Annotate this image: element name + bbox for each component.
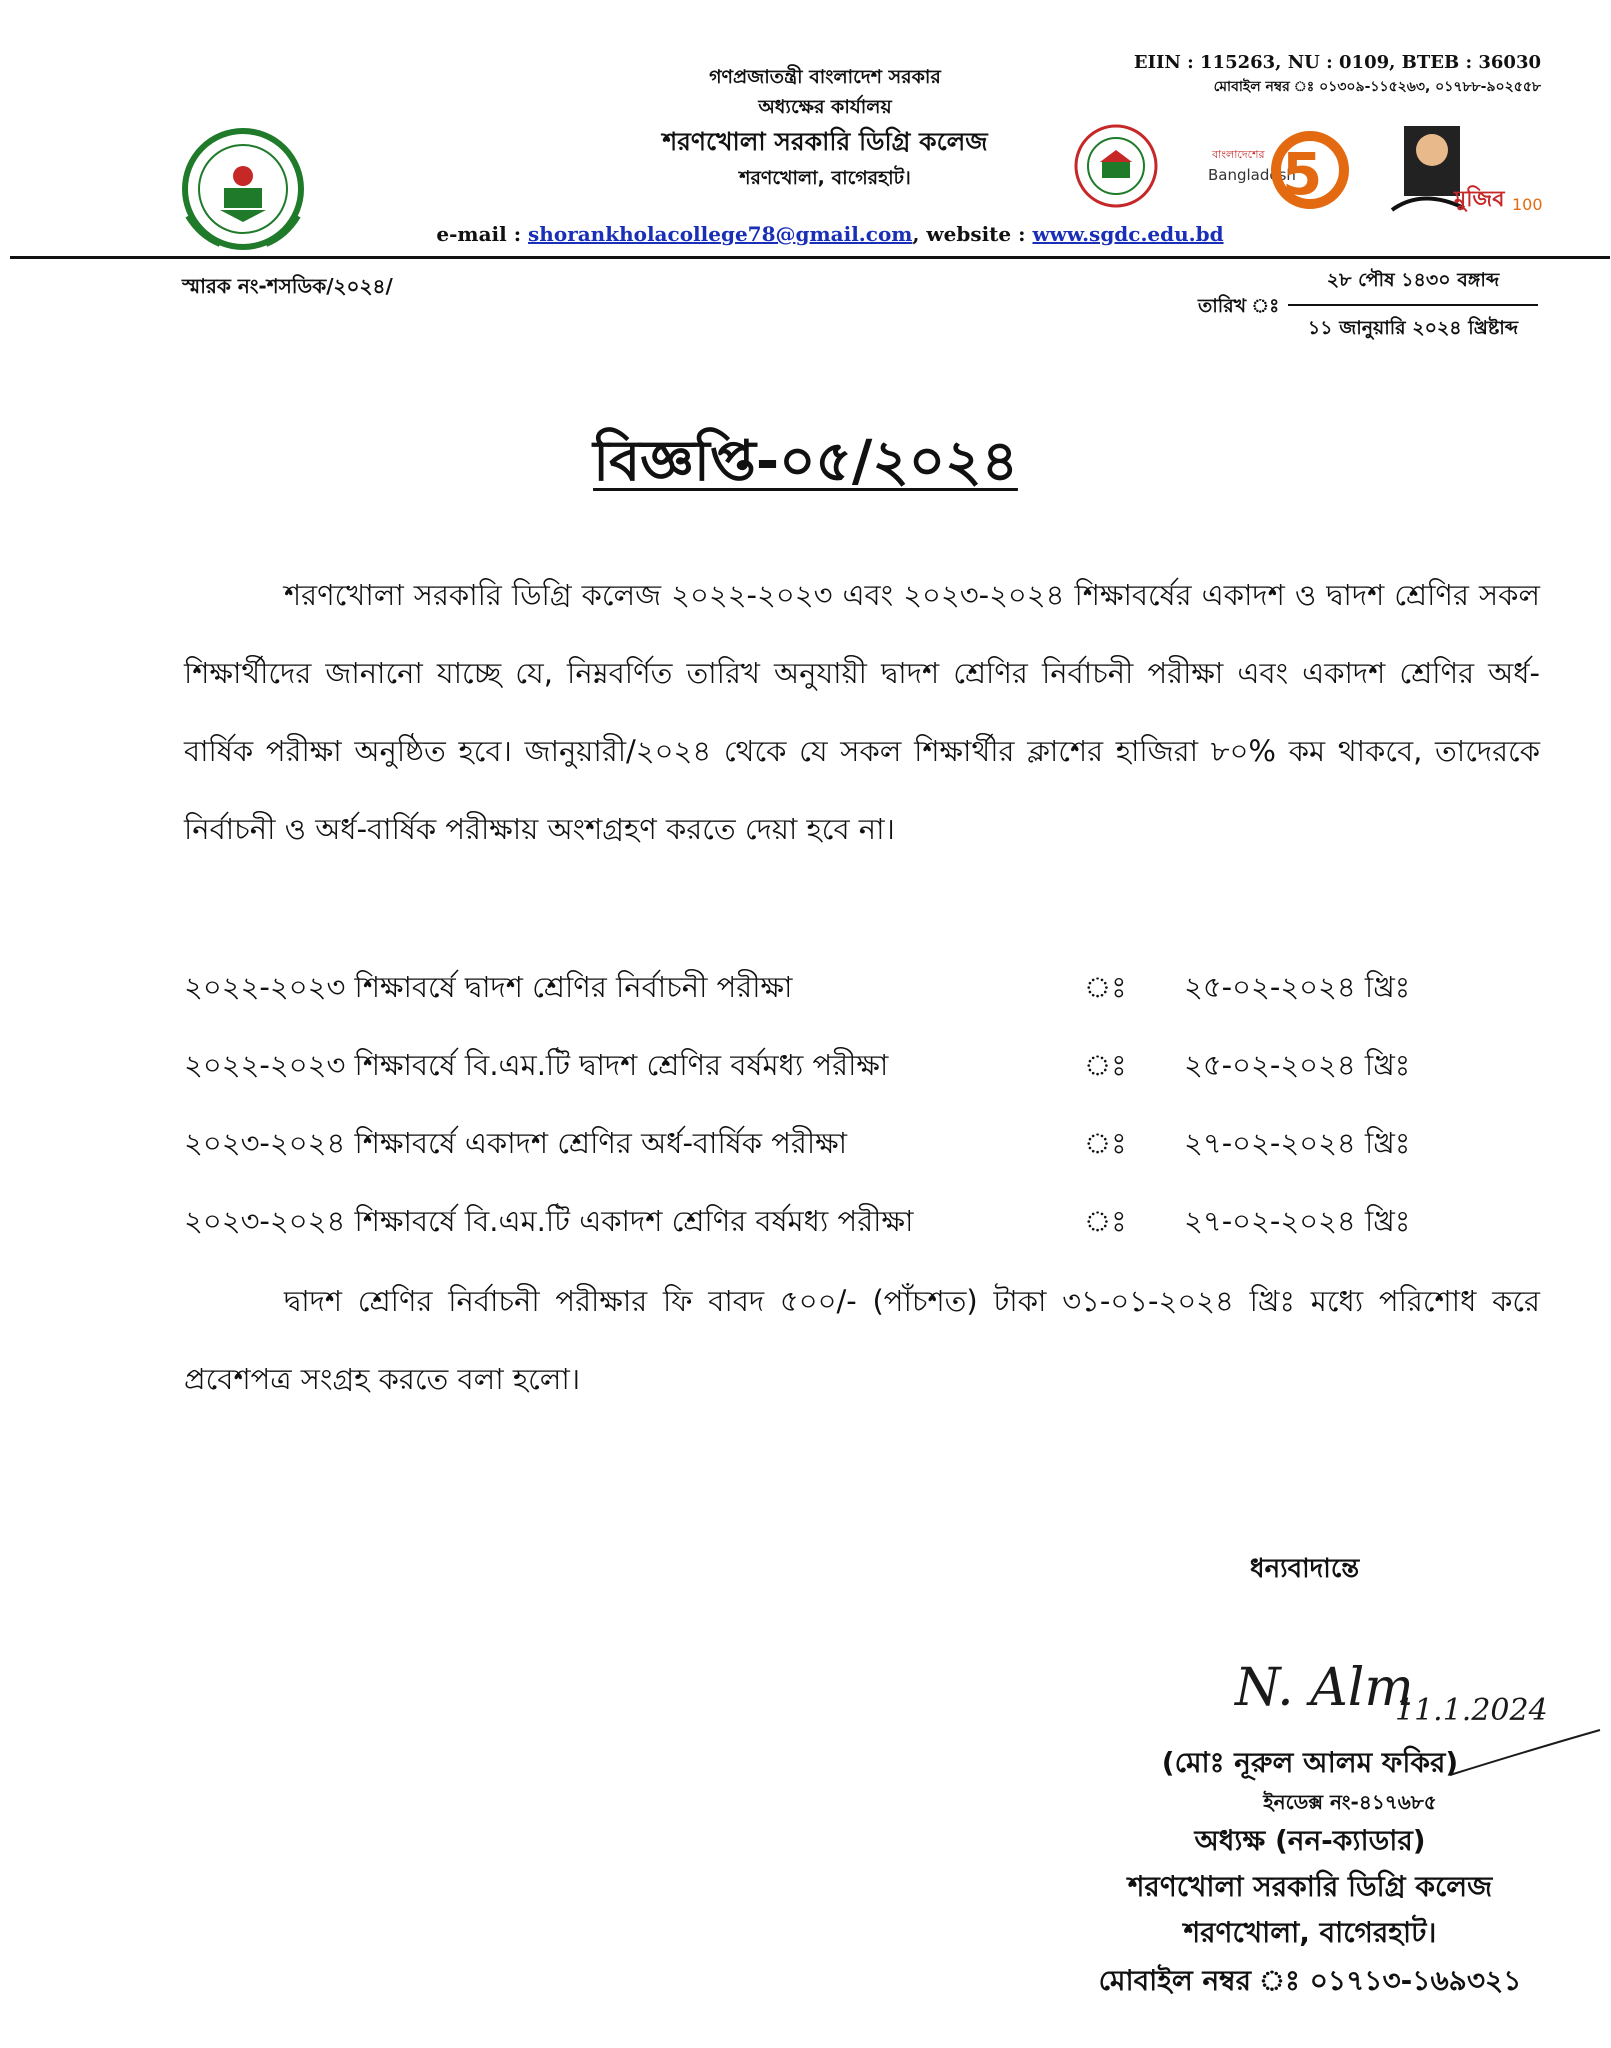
schedule-row [184,948,1564,1026]
svg-text:বাংলাদেশের: বাংলাদেশের [1212,148,1265,161]
emblems-row [1072,118,1542,222]
date-bangla: ২৮ পৌষ ১৪৩০ বঙ্গাব্দ [1288,266,1538,306]
website-link[interactable]: www.sgdc.edu.bd [1032,222,1224,246]
schedule-separator: ঃ [1084,1048,1127,1082]
header-right [1134,50,1541,98]
website-label: website : [926,222,1026,246]
svg-text:Bangladesh: Bangladesh [1208,166,1296,184]
college-name: শরণখোলা সরকারি ডিগ্রি কলেজ [662,127,988,156]
svg-text:100: 100 [1512,195,1542,214]
contact-line [380,222,1280,246]
date-label: তারিখ ঃ [1198,295,1280,317]
mujib-100-icon [1392,126,1542,214]
schedule-date: ২৫-০২-২০২৪ খ্রিঃ [1184,970,1411,1004]
memo-number: স্মারক নং-শসডিক/২০২৪/ [182,274,393,298]
signatory-college: শরণখোলা সরকারি ডিগ্রি কলেজ [1127,1870,1493,1903]
signatory-name: (মোঃ নূরুল আলম ফকির) [1161,1746,1459,1779]
schedule-separator: ঃ [1084,1126,1127,1160]
signatory-address: শরণখোলা, বাগেরহাট। [1183,1916,1437,1949]
signatory-index: ইনডেক্স নং-৪১৭৬৮৫ [1263,1790,1437,1814]
schedule-row [184,1104,1564,1182]
schedule-row [184,1182,1564,1260]
college-logo [180,126,306,252]
svg-text:11.1.2024: 11.1.2024 [1395,1693,1548,1728]
notice-title [0,418,1611,512]
college-address: শরণখোলা, বাগেরহাট। [739,167,911,189]
schedule-exam: ২০২২-২০২৩ শিক্ষাবর্ষে দ্বাদশ শ্রেণির নির্বাচনী পরীক্ষা [184,970,793,1004]
office-line: অধ্যক্ষের কার্যালয় [758,96,892,118]
schedule-separator: ঃ [1084,970,1127,1004]
notice-title-text: বিজ্ঞপ্তি-০৫/২০২৪ [593,429,1018,494]
date-block [1288,266,1538,346]
schedule-exam: ২০২৩-২০২৪ শিক্ষাবর্ষে একাদশ শ্রেণির অর্ধ-বার্ষিক পরীক্ষা [184,1126,848,1160]
eiin-line: EIIN : 115263, NU : 0109, BTEB : 36030 [1133,52,1541,73]
svg-text:মুজিব: মুজিব [1454,187,1505,212]
svg-text:5: 5 [1282,140,1323,208]
education-emblem-icon [1076,126,1156,206]
header-divider [10,256,1610,259]
schedule-date: ২৫-০২-২০২৪ খ্রিঃ [1184,1048,1411,1082]
date-gregorian: ১১ জানুয়ারি ২০২৪ খ্রিষ্টাব্দ [1307,317,1519,339]
svg-text:N. Alm: N. Alm [1235,1658,1414,1718]
schedule-date: ২৭-০২-২০২৪ খ্রিঃ [1184,1126,1411,1160]
notice-paragraph-2: দ্বাদশ শ্রেণির নির্বাচনী পরীক্ষার ফি বাবদ ৫০০/- (পাঁচশত) টাকা ৩১-০১-২০২৪ খ্রিঃ মধ্যে পরিশোধ করে প্রবেশপত্র সংগ্রহ করতে বলা হলো। [184,1284,1540,1396]
closing-thanks: ধন্যবাদান্তে [1250,1554,1360,1584]
email-link[interactable]: shorankholacollege78@gmail.com [528,222,913,246]
signatory-mobile: মোবাইল নম্বর ঃ ০১৭১৩-১৬৯৩২১ [1098,1964,1522,1997]
contact-separator: , [912,222,920,246]
signatory-block [1070,1740,1550,2006]
office-mobile: মোবাইল নম্বর ঃ ০১৩০৯-১১৫২৬৩, ০১৭৮৮-৯০২৫৫৮ [1213,79,1541,95]
signatory-designation: অধ্যক্ষ (নন-ক্যাডার) [1194,1824,1426,1857]
schedule-exam: ২০২২-২০২৩ শিক্ষাবর্ষে বি.এম.টি দ্বাদশ শ্রেণির বর্ষমধ্য পরীক্ষা [184,1048,889,1082]
schedule-date: ২৭-০২-২০২৪ খ্রিঃ [1184,1204,1411,1238]
email-label: e-mail : [436,222,522,246]
government-line: গণপ্রজাতন্ত্রী বাংলাদেশ সরকার [709,66,941,88]
schedule-separator: ঃ [1084,1204,1127,1238]
bangladesh-50-icon [1208,136,1344,208]
schedule-row [184,1026,1564,1104]
notice-paragraph-1: শরণখোলা সরকারি ডিগ্রি কলেজ ২০২২-২০২৩ এবং ২০২৩-২০২৪ শিক্ষাবর্ষের একাদশ ও দ্বাদশ শ্রেণির সকল শিক্ষার্থীদের জানানো যাচ্ছে যে, নিম্নবর্ণিত তারিখ অনুযায়ী দ্বাদশ শ্রেণির নির্বাচনী পরীক্ষা এবং একাদশ শ্রেণির অর্ধ-বার্ষিক পরীক্ষা অনুষ্ঠিত হবে। জানুয়ারী/২০২৪ থেকে যে সকল শিক্ষার্থীর ক্লাশের হাজিরা ৮০% কম থাকবে, তাদেরকে নির্বাচনী ও অর্ধ-বার্ষিক পরীক্ষায় অংশগ্রহণ করতে দেয়া হবে না। [184,578,1540,846]
schedule-exam: ২০২৩-২০২৪ শিক্ষাবর্ষে বি.এম.টি একাদশ শ্রেণির বর্ষমধ্য পরীক্ষা [184,1204,914,1238]
